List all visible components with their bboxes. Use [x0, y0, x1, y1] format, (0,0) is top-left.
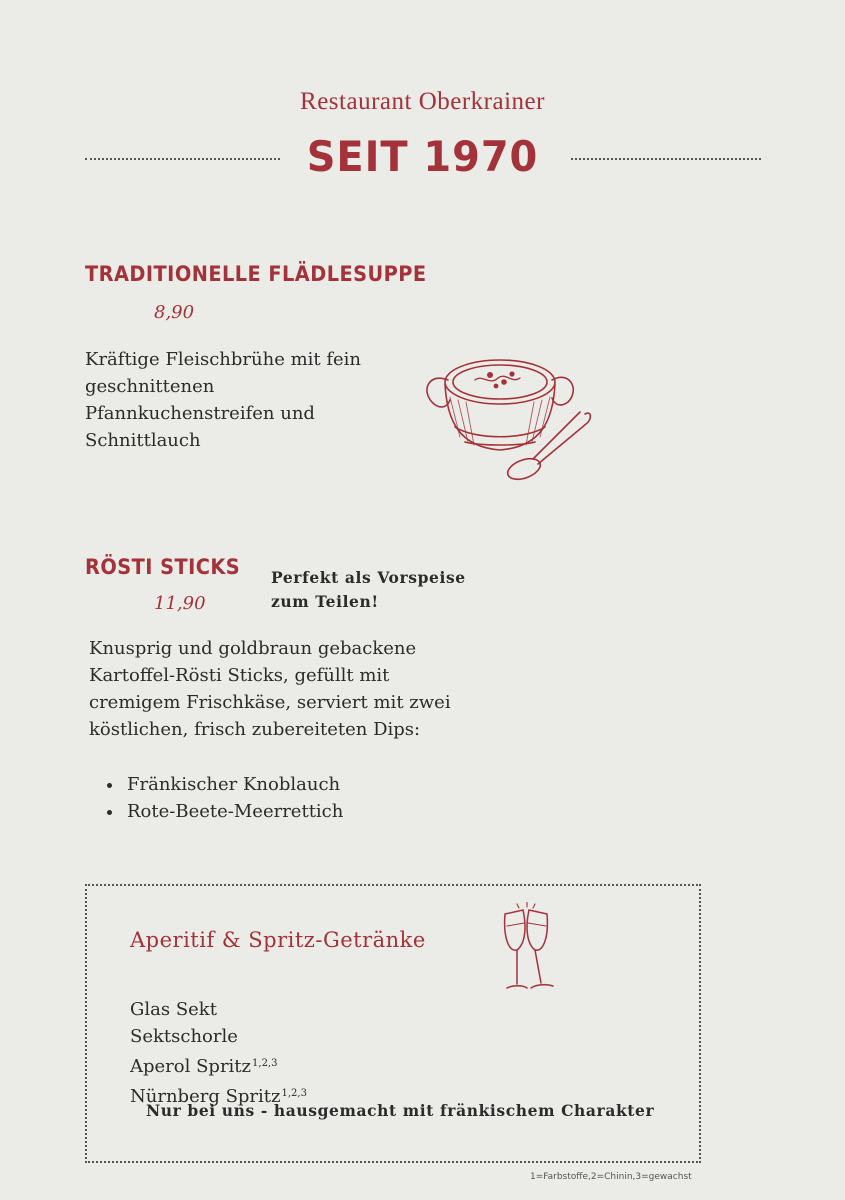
dish-title-flaedlesuppe: TRADITIONELLE FLÄDLESUPPE [85, 262, 427, 286]
dish-description-roesti-sticks: Knusprig und goldbraun gebackene Kartoffel-Rösti Sticks, gefüllt mit cremigem Frischkäse, serviert mit zwei köstlichen, frisch zubereiteten Dips: [89, 638, 451, 740]
drinks-note: Nur bei uns - hausgemacht mit fränkischem Charakter [146, 1101, 655, 1120]
dip-list [89, 771, 343, 825]
list-item: Nürnberg Spritz$^{1,2,3}$ [130, 1086, 307, 1107]
list-item: • Fränkischer Knoblauch [124, 771, 343, 798]
drinks-list [130, 996, 307, 1110]
dish-price-flaedlesuppe: 8,90 [154, 302, 195, 323]
dish-title-roesti-sticks: RÖSTI STICKS [85, 555, 241, 579]
soup-bowl-icon [420, 342, 595, 487]
drinks-title: Aperitif & Spritz-Getränke [130, 928, 426, 952]
restaurant-name: Restaurant Oberkrainer [300, 88, 545, 115]
list-item: Glas Sekt [130, 999, 217, 1020]
list-item: • Rote-Beete-Meerrettich [124, 798, 343, 825]
dish-description-flaedlesuppe: Kräftige Fleischbrühe mit fein geschnittenen Pfannkuchenstreifen und Schnittlauch [85, 349, 362, 451]
list-item: Aperol Spritz$^{1,2,3}$ [130, 1056, 278, 1077]
header-divider-right [571, 158, 761, 160]
dish-price-roesti-sticks: 11,90 [154, 593, 206, 614]
dish-note-roesti-sticks: Perfekt als Vorspeise zum Teilen! [271, 568, 466, 611]
since-heading: SEIT 1970 [306, 132, 539, 181]
list-item: Sektschorle [130, 1026, 238, 1047]
allergen-footnote: 1=Farbstoffe,2=Chinin,3=gewachst [530, 1172, 692, 1182]
champagne-glasses-icon [495, 902, 565, 994]
